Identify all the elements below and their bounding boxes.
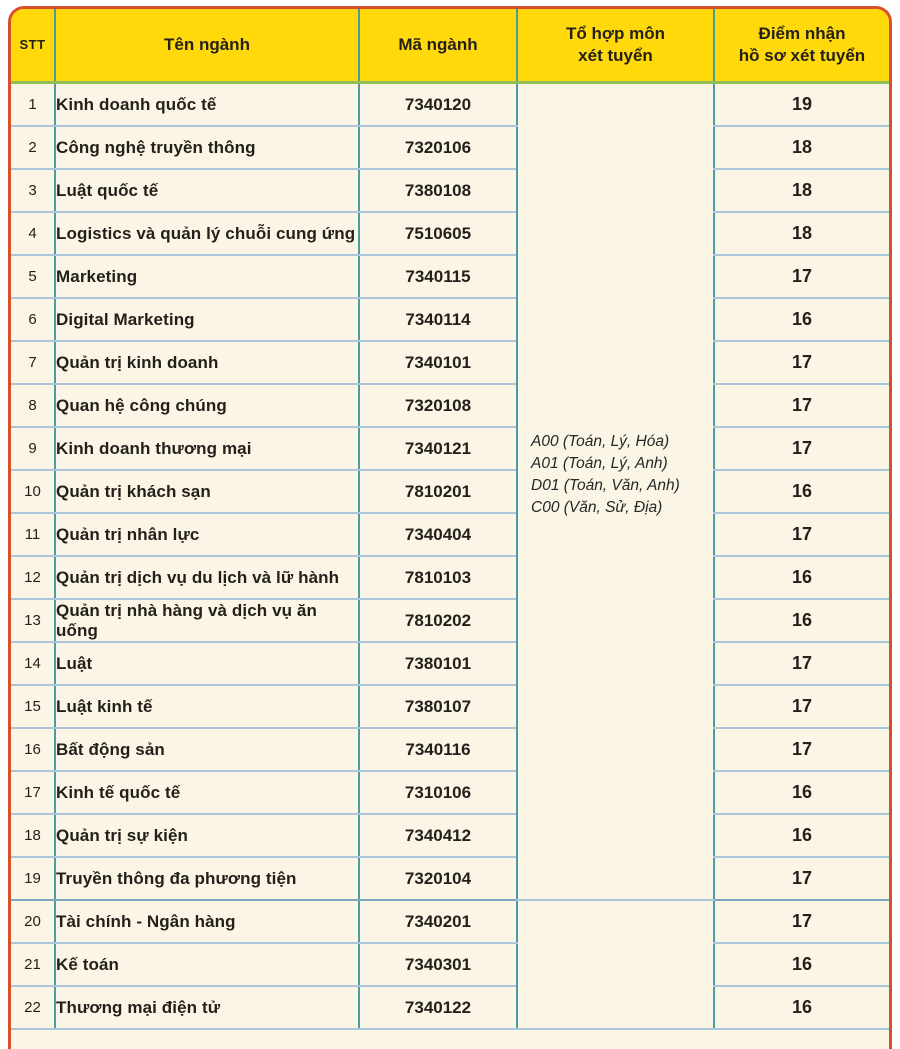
score-cell: 16 bbox=[714, 943, 889, 986]
major-code-cell: 7340121 bbox=[359, 427, 517, 470]
table-row bbox=[11, 341, 889, 384]
major-name-cell: Marketing bbox=[55, 255, 359, 298]
subject-combination-line: D01 (Toán, Văn, Anh) bbox=[531, 476, 680, 494]
header-stt bbox=[11, 9, 55, 83]
table-row bbox=[11, 728, 889, 771]
table-row bbox=[11, 814, 889, 857]
admission-table-frame bbox=[8, 6, 892, 1049]
score-cell: 17 bbox=[714, 728, 889, 771]
score-cell: 17 bbox=[714, 900, 889, 943]
table-row bbox=[11, 986, 889, 1029]
table-row bbox=[11, 212, 889, 255]
table-row bbox=[11, 642, 889, 685]
table-row bbox=[11, 298, 889, 341]
major-code-cell: 7340116 bbox=[359, 728, 517, 771]
major-code-cell: 7320108 bbox=[359, 384, 517, 427]
score-cell: 16 bbox=[714, 771, 889, 814]
stt-cell: 9 bbox=[11, 427, 55, 470]
header-major-code-label: Mã ngành bbox=[398, 34, 478, 54]
score-cell: 16 bbox=[714, 986, 889, 1029]
table-row bbox=[11, 943, 889, 986]
major-name-cell: Kinh doanh thương mại bbox=[55, 427, 359, 470]
stt-cell: 20 bbox=[11, 900, 55, 943]
score-cell: 19 bbox=[714, 83, 889, 127]
major-code-cell: 7380108 bbox=[359, 169, 517, 212]
major-code-cell: 7340412 bbox=[359, 814, 517, 857]
major-code-cell: 7320106 bbox=[359, 126, 517, 169]
stt-cell: 19 bbox=[11, 857, 55, 900]
major-code-cell: 7340101 bbox=[359, 341, 517, 384]
table-row bbox=[11, 900, 889, 943]
stt-cell: 15 bbox=[11, 685, 55, 728]
stt-cell: 13 bbox=[11, 599, 55, 642]
score-cell: 16 bbox=[714, 470, 889, 513]
major-name-cell: Luật quốc tế bbox=[55, 169, 359, 212]
major-name-cell: Quản trị kinh doanh bbox=[55, 341, 359, 384]
major-name-cell: Quản trị nhà hàng và dịch vụ ăn uống bbox=[55, 599, 359, 642]
major-code-cell: 7810202 bbox=[359, 599, 517, 642]
header-major-name bbox=[55, 9, 359, 83]
header-score bbox=[714, 9, 889, 83]
major-name-cell: Thương mại điện tử bbox=[55, 986, 359, 1029]
major-name-cell: Bất động sản bbox=[55, 728, 359, 771]
major-code-cell: 7340114 bbox=[359, 298, 517, 341]
major-code-cell: 7340120 bbox=[359, 83, 517, 127]
table-row bbox=[11, 169, 889, 212]
stt-cell: 18 bbox=[11, 814, 55, 857]
major-code-cell: 7340201 bbox=[359, 900, 517, 943]
major-name-cell: Logistics và quản lý chuỗi cung ứng bbox=[55, 212, 359, 255]
header-major-name-label: Tên ngành bbox=[164, 34, 250, 54]
stt-cell: 11 bbox=[11, 513, 55, 556]
stt-cell: 17 bbox=[11, 771, 55, 814]
subject-combination-lines bbox=[531, 431, 680, 519]
major-code-cell: 7810201 bbox=[359, 470, 517, 513]
table-row bbox=[11, 685, 889, 728]
major-name-cell: Kế toán bbox=[55, 943, 359, 986]
score-cell: 16 bbox=[714, 814, 889, 857]
major-code-cell: 7310106 bbox=[359, 771, 517, 814]
major-code-cell: 7380107 bbox=[359, 685, 517, 728]
major-code-cell: 7320104 bbox=[359, 857, 517, 900]
score-cell: 18 bbox=[714, 126, 889, 169]
major-name-cell: Quản trị nhân lực bbox=[55, 513, 359, 556]
score-cell: 17 bbox=[714, 341, 889, 384]
major-name-cell: Digital Marketing bbox=[55, 298, 359, 341]
score-cell: 17 bbox=[714, 427, 889, 470]
score-cell: 18 bbox=[714, 212, 889, 255]
table-row bbox=[11, 255, 889, 298]
stt-cell: 14 bbox=[11, 642, 55, 685]
major-code-cell: 7340301 bbox=[359, 943, 517, 986]
major-name-cell: Luật bbox=[55, 642, 359, 685]
stt-cell: 2 bbox=[11, 126, 55, 169]
table-row bbox=[11, 556, 889, 599]
major-name-cell: Quản trị khách sạn bbox=[55, 470, 359, 513]
major-name-cell: Quan hệ công chúng bbox=[55, 384, 359, 427]
header-score-label: Điểm nhận hồ sơ xét tuyển bbox=[738, 23, 866, 65]
major-name-cell: Kinh doanh quốc tế bbox=[55, 83, 359, 127]
major-name-cell: Công nghệ truyền thông bbox=[55, 126, 359, 169]
subject-combination-cell bbox=[517, 83, 714, 901]
stt-cell: 4 bbox=[11, 212, 55, 255]
table-header bbox=[11, 9, 889, 83]
table-row bbox=[11, 470, 889, 513]
stt-cell: 12 bbox=[11, 556, 55, 599]
major-name-cell: Tài chính - Ngân hàng bbox=[55, 900, 359, 943]
table-row bbox=[11, 513, 889, 556]
stt-cell: 8 bbox=[11, 384, 55, 427]
table-row bbox=[11, 83, 889, 127]
score-cell: 17 bbox=[714, 642, 889, 685]
stt-cell: 6 bbox=[11, 298, 55, 341]
major-code-cell: 7510605 bbox=[359, 212, 517, 255]
score-cell: 17 bbox=[714, 384, 889, 427]
stt-cell: 5 bbox=[11, 255, 55, 298]
subject-combination-line: A01 (Toán, Lý, Anh) bbox=[531, 454, 668, 472]
table-row bbox=[11, 427, 889, 470]
header-row bbox=[11, 9, 889, 83]
table-body bbox=[11, 83, 889, 1030]
major-name-cell: Truyền thông đa phương tiện bbox=[55, 857, 359, 900]
header-subject-combination bbox=[517, 9, 714, 83]
score-cell: 16 bbox=[714, 599, 889, 642]
score-cell: 17 bbox=[714, 513, 889, 556]
subject-combination-line: A00 (Toán, Lý, Hóa) bbox=[531, 432, 670, 450]
score-cell: 17 bbox=[714, 857, 889, 900]
stt-cell: 21 bbox=[11, 943, 55, 986]
major-code-cell: 7810103 bbox=[359, 556, 517, 599]
major-name-cell: Luật kinh tế bbox=[55, 685, 359, 728]
score-cell: 16 bbox=[714, 556, 889, 599]
stt-cell: 1 bbox=[11, 83, 55, 127]
stt-cell: 3 bbox=[11, 169, 55, 212]
major-name-cell: Kinh tế quốc tế bbox=[55, 771, 359, 814]
stt-cell: 10 bbox=[11, 470, 55, 513]
stt-cell: 16 bbox=[11, 728, 55, 771]
table-row bbox=[11, 384, 889, 427]
stt-cell: 22 bbox=[11, 986, 55, 1029]
header-major-code bbox=[359, 9, 517, 83]
score-cell: 18 bbox=[714, 169, 889, 212]
major-code-cell: 7340115 bbox=[359, 255, 517, 298]
score-cell: 17 bbox=[714, 685, 889, 728]
table-row bbox=[11, 599, 889, 642]
subject-combination-box bbox=[518, 431, 713, 553]
table-row bbox=[11, 126, 889, 169]
subject-combination-line: C00 (Văn, Sử, Địa) bbox=[531, 498, 663, 516]
header-stt-label: STT bbox=[19, 36, 46, 52]
subject-combination-cell-empty bbox=[517, 900, 714, 1029]
table-row bbox=[11, 771, 889, 814]
major-code-cell: 7340122 bbox=[359, 986, 517, 1029]
score-cell: 16 bbox=[714, 298, 889, 341]
header-subject-combination-label: Tổ hợp môn xét tuyển bbox=[566, 23, 665, 65]
major-name-cell: Quản trị sự kiện bbox=[55, 814, 359, 857]
major-name-cell: Quản trị dịch vụ du lịch và lữ hành bbox=[55, 556, 359, 599]
major-code-cell: 7380101 bbox=[359, 642, 517, 685]
table-row bbox=[11, 857, 889, 900]
score-cell: 17 bbox=[714, 255, 889, 298]
major-code-cell: 7340404 bbox=[359, 513, 517, 556]
stt-cell: 7 bbox=[11, 341, 55, 384]
admission-table bbox=[11, 9, 889, 1030]
